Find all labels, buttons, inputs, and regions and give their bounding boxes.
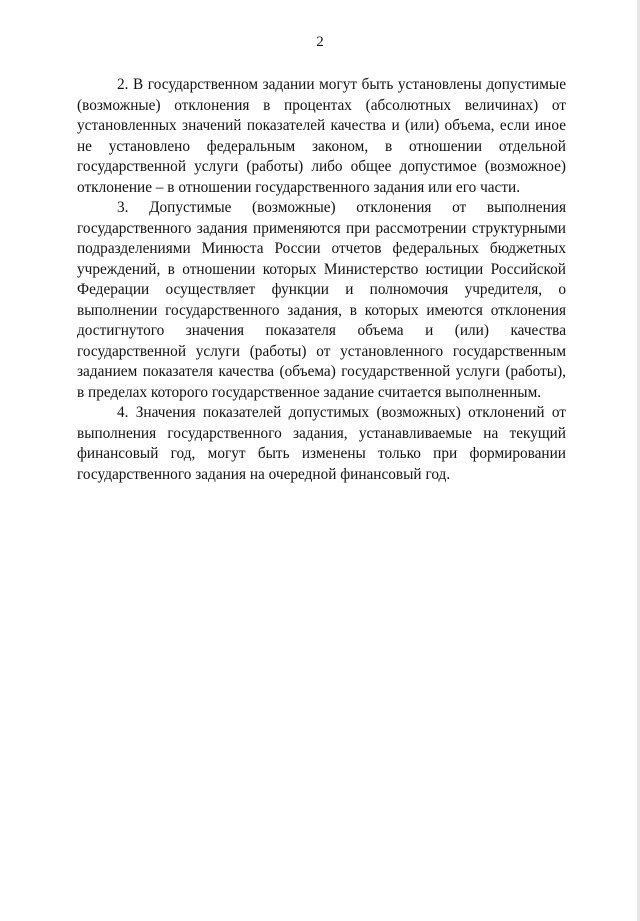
paragraph-3: 3. Допустимые (возможные) отклонения от выполнения государственного задания применяются при рассмотрении структурными подразделениями Минюста России отчетов федеральных бюджетных учреждений, в отношении которых Министерство юстиции Российской Федерации осуществляет функции и полномочия учредителя, о выполнении государственного задания, в которых имеются отклонения достигнутого значения показателя объема и (или) качества государственной услуги (работы) от установленного государственным заданием показателя качества (объема) государственной услуги (работы), в пределах которого государственное задание считается выполненным. xyxy=(77,199,566,401)
page-number: 2 xyxy=(316,34,324,50)
document-body xyxy=(77,75,566,485)
paragraph-4: 4. Значения показателей допустимых (возможных) отклонений от выполнения государственного задания, устанавливаемые на текущий финансовый год, могут быть изменены только при формировании государственного задания на очередной финансовый год. xyxy=(77,404,566,483)
paragraph-2: 2. В государственном задании могут быть установлены допустимые (возможные) отклонения в процентах (абсолютных величинах) от установленных значений показателей качества и (или) объема, если иное не установлено федеральным законом, в отношении отдельной государственной услуги (работы) либо общее допустимое (возможное) отклонение – в отношении государственного задания или его части. xyxy=(77,76,566,196)
